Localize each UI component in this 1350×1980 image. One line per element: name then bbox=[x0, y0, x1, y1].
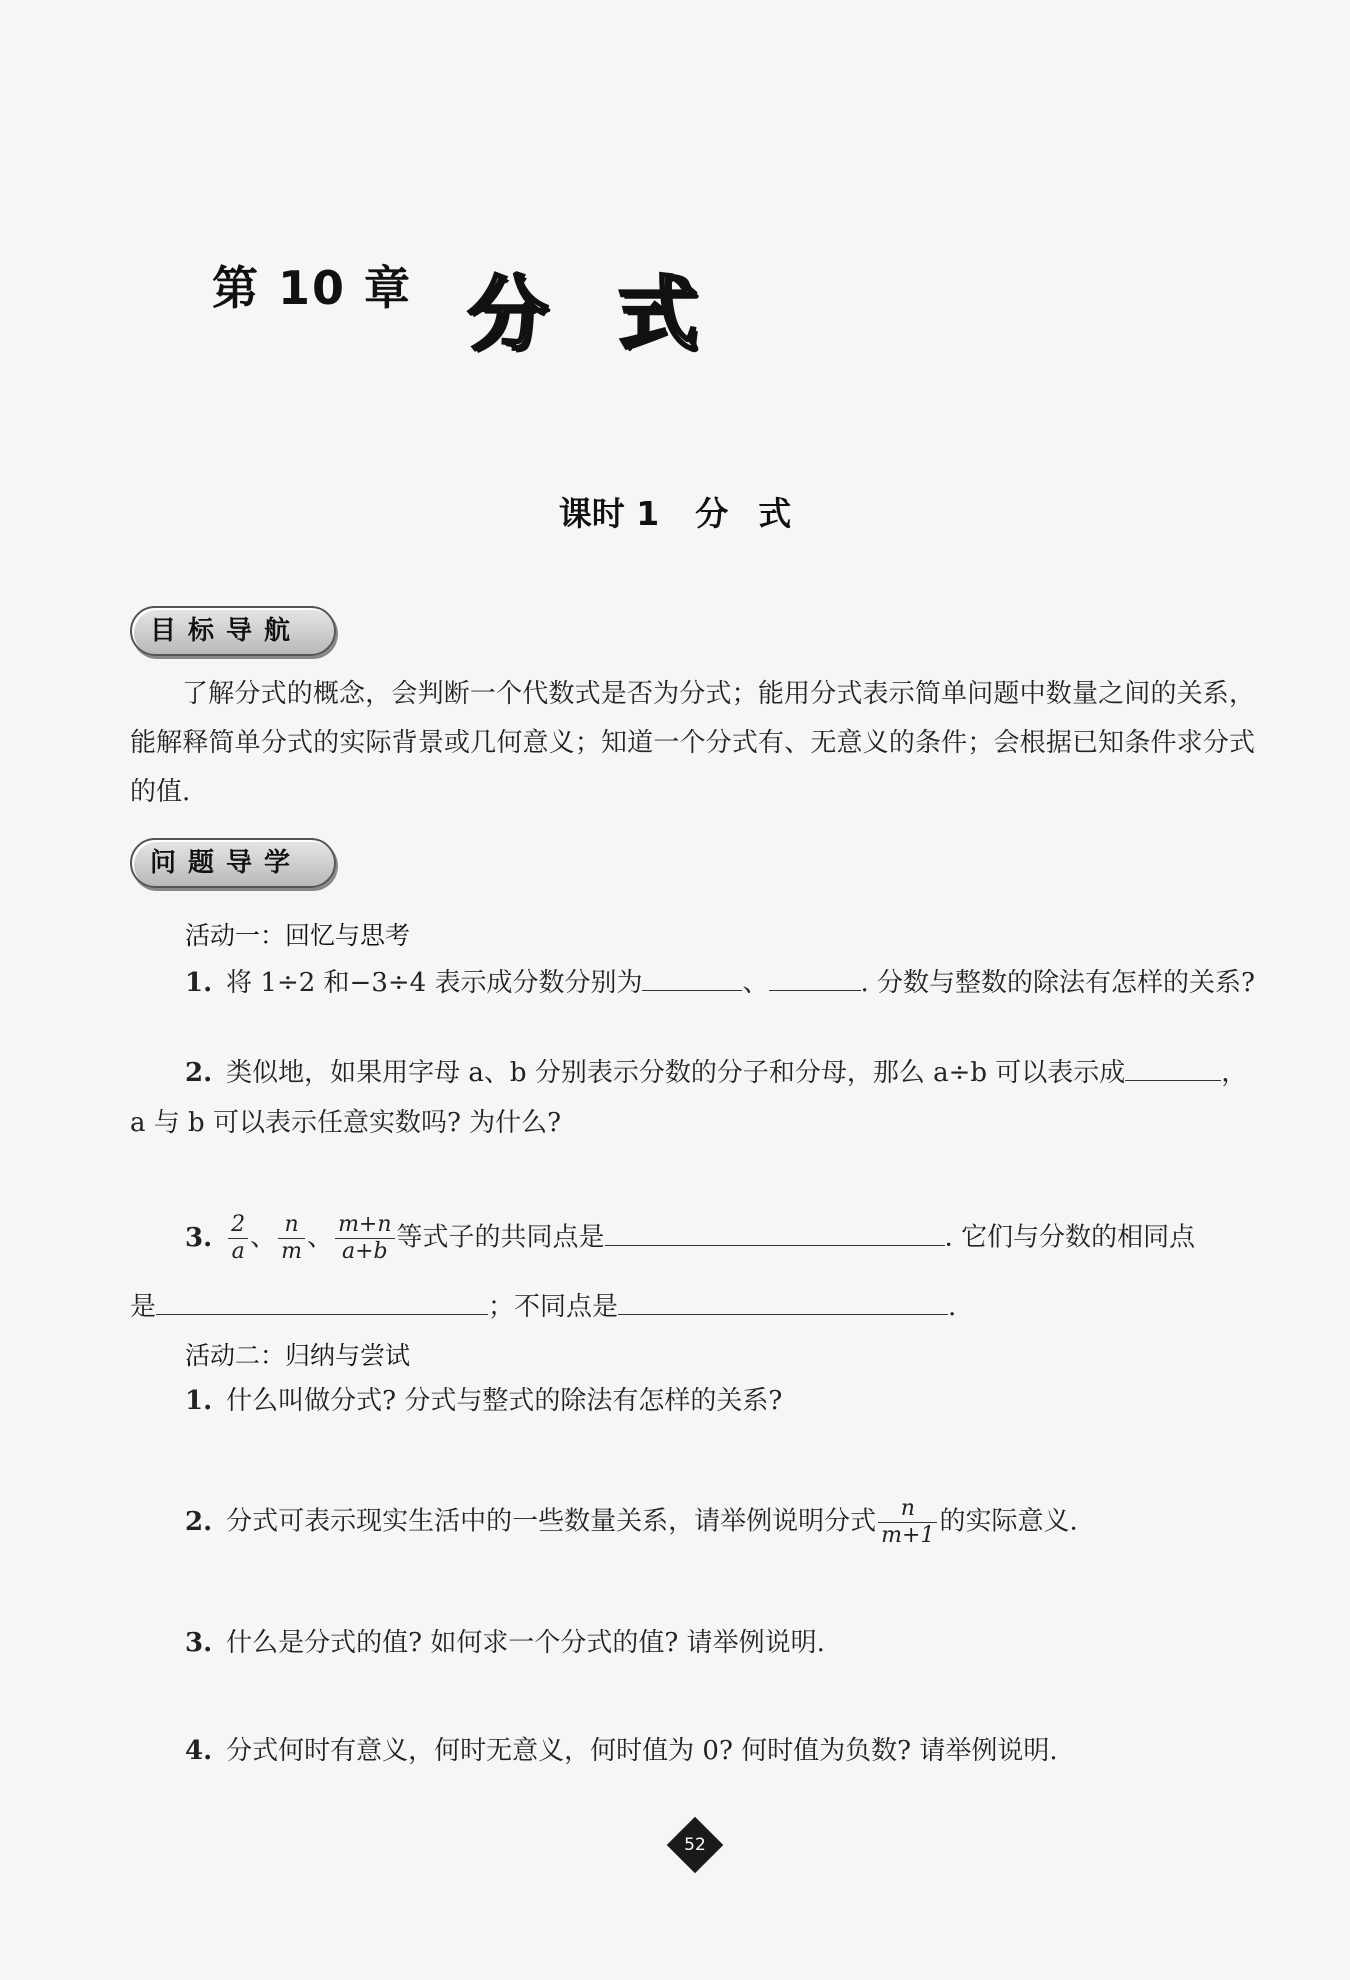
answer-blank[interactable] bbox=[1125, 1060, 1221, 1081]
separator: 、 bbox=[742, 968, 769, 998]
fraction-denominator: m bbox=[281, 1239, 303, 1264]
guide-badge: 问题导学 bbox=[130, 838, 336, 888]
lesson-title-a: 分 bbox=[695, 494, 729, 533]
activity1-question-2-cont: a 与 b 可以表示任意实数吗? 为什么? bbox=[130, 1108, 562, 1138]
answer-blank[interactable] bbox=[605, 1225, 945, 1246]
separator: ， bbox=[1221, 1058, 1248, 1088]
objectives-text: 了解分式的概念，会判断一个代数式是否为分式；能用分式表示简单问题中数量之间的关系，能解释简单分式的实际背景或几何意义；知道一个分式有、无意义的条件；会根据已知条件求分式的值. bbox=[130, 679, 1255, 807]
question-text: 是 bbox=[130, 1292, 157, 1322]
fraction-numerator: n bbox=[878, 1496, 937, 1523]
question-number: 3. bbox=[185, 1628, 213, 1658]
question-text: . bbox=[948, 1292, 957, 1322]
separator: 、 bbox=[250, 1222, 277, 1253]
chapter-number: 第 10 章 bbox=[212, 261, 413, 315]
fraction-denominator: m+1 bbox=[881, 1523, 935, 1548]
fraction bbox=[335, 1212, 394, 1265]
page-number: 52 bbox=[684, 1835, 706, 1855]
activity1-question-1 bbox=[185, 962, 1255, 999]
objectives-badge: 目标导航 bbox=[130, 606, 336, 656]
question-text: 分式可表示现实生活中的一些数量关系，请举例说明分式 bbox=[226, 1506, 877, 1537]
fraction-denominator: a+b bbox=[341, 1239, 388, 1264]
question-text: 的实际意义. bbox=[939, 1506, 1078, 1537]
question-text: 什么是分式的值? 如何求一个分式的值? 请举例说明. bbox=[226, 1628, 825, 1658]
page-number-badge bbox=[668, 1818, 722, 1872]
activity2-title: 活动二：归纳与尝试 bbox=[185, 1341, 411, 1370]
activity2-question-3 bbox=[185, 1622, 825, 1659]
lesson-title-b: 式 bbox=[758, 494, 792, 533]
activity2-question-4 bbox=[185, 1730, 1058, 1767]
question-text: . 它们与分数的相同点 bbox=[944, 1222, 1196, 1253]
activity1-question-2 bbox=[185, 1052, 1247, 1089]
activity1-question-3-cont bbox=[130, 1286, 956, 1323]
answer-blank[interactable] bbox=[156, 1294, 488, 1315]
activity1-question-3 bbox=[185, 1212, 1195, 1265]
lesson-prefix: 课时 1 bbox=[558, 494, 660, 533]
question-number: 1. bbox=[185, 968, 213, 998]
fraction bbox=[878, 1496, 937, 1549]
question-number: 1. bbox=[185, 1386, 213, 1416]
question-text: 将 1÷2 和−3÷4 表示成分数分别为 bbox=[226, 968, 643, 998]
question-text: 等式子的共同点是 bbox=[396, 1222, 605, 1253]
answer-blank[interactable] bbox=[618, 1294, 948, 1315]
question-text: 什么叫做分式? 分式与整式的除法有怎样的关系? bbox=[226, 1386, 783, 1416]
question-text: 分式何时有意义，何时无意义，何时值为 0? 何时值为负数? 请举例说明. bbox=[226, 1736, 1058, 1766]
fraction bbox=[228, 1212, 248, 1265]
lesson-title bbox=[0, 488, 1350, 535]
question-text: . 分数与整数的除法有怎样的关系? bbox=[860, 968, 1255, 998]
question-number: 3. bbox=[185, 1222, 213, 1253]
fraction-numerator: m+n bbox=[335, 1212, 394, 1239]
answer-blank[interactable] bbox=[769, 970, 861, 991]
separator: 、 bbox=[307, 1222, 334, 1253]
fraction-numerator: 2 bbox=[228, 1212, 248, 1239]
fraction bbox=[278, 1212, 305, 1265]
activity2-question-1 bbox=[185, 1380, 782, 1417]
question-number: 2. bbox=[185, 1506, 213, 1537]
activity2-question-2 bbox=[185, 1496, 1078, 1549]
answer-blank[interactable] bbox=[642, 970, 742, 991]
fraction-denominator: a bbox=[231, 1239, 245, 1264]
question-text: ；不同点是 bbox=[488, 1292, 619, 1322]
chapter-title: 分式 bbox=[468, 268, 768, 361]
question-number: 2. bbox=[185, 1058, 213, 1088]
activity1-title: 活动一：回忆与思考 bbox=[185, 921, 411, 950]
question-number: 4. bbox=[185, 1736, 213, 1766]
question-text: 类似地，如果用字母 a、b 分别表示分数的分子和分母，那么 a÷b 可以表示成 bbox=[226, 1058, 1126, 1088]
fraction-numerator: n bbox=[278, 1212, 305, 1239]
